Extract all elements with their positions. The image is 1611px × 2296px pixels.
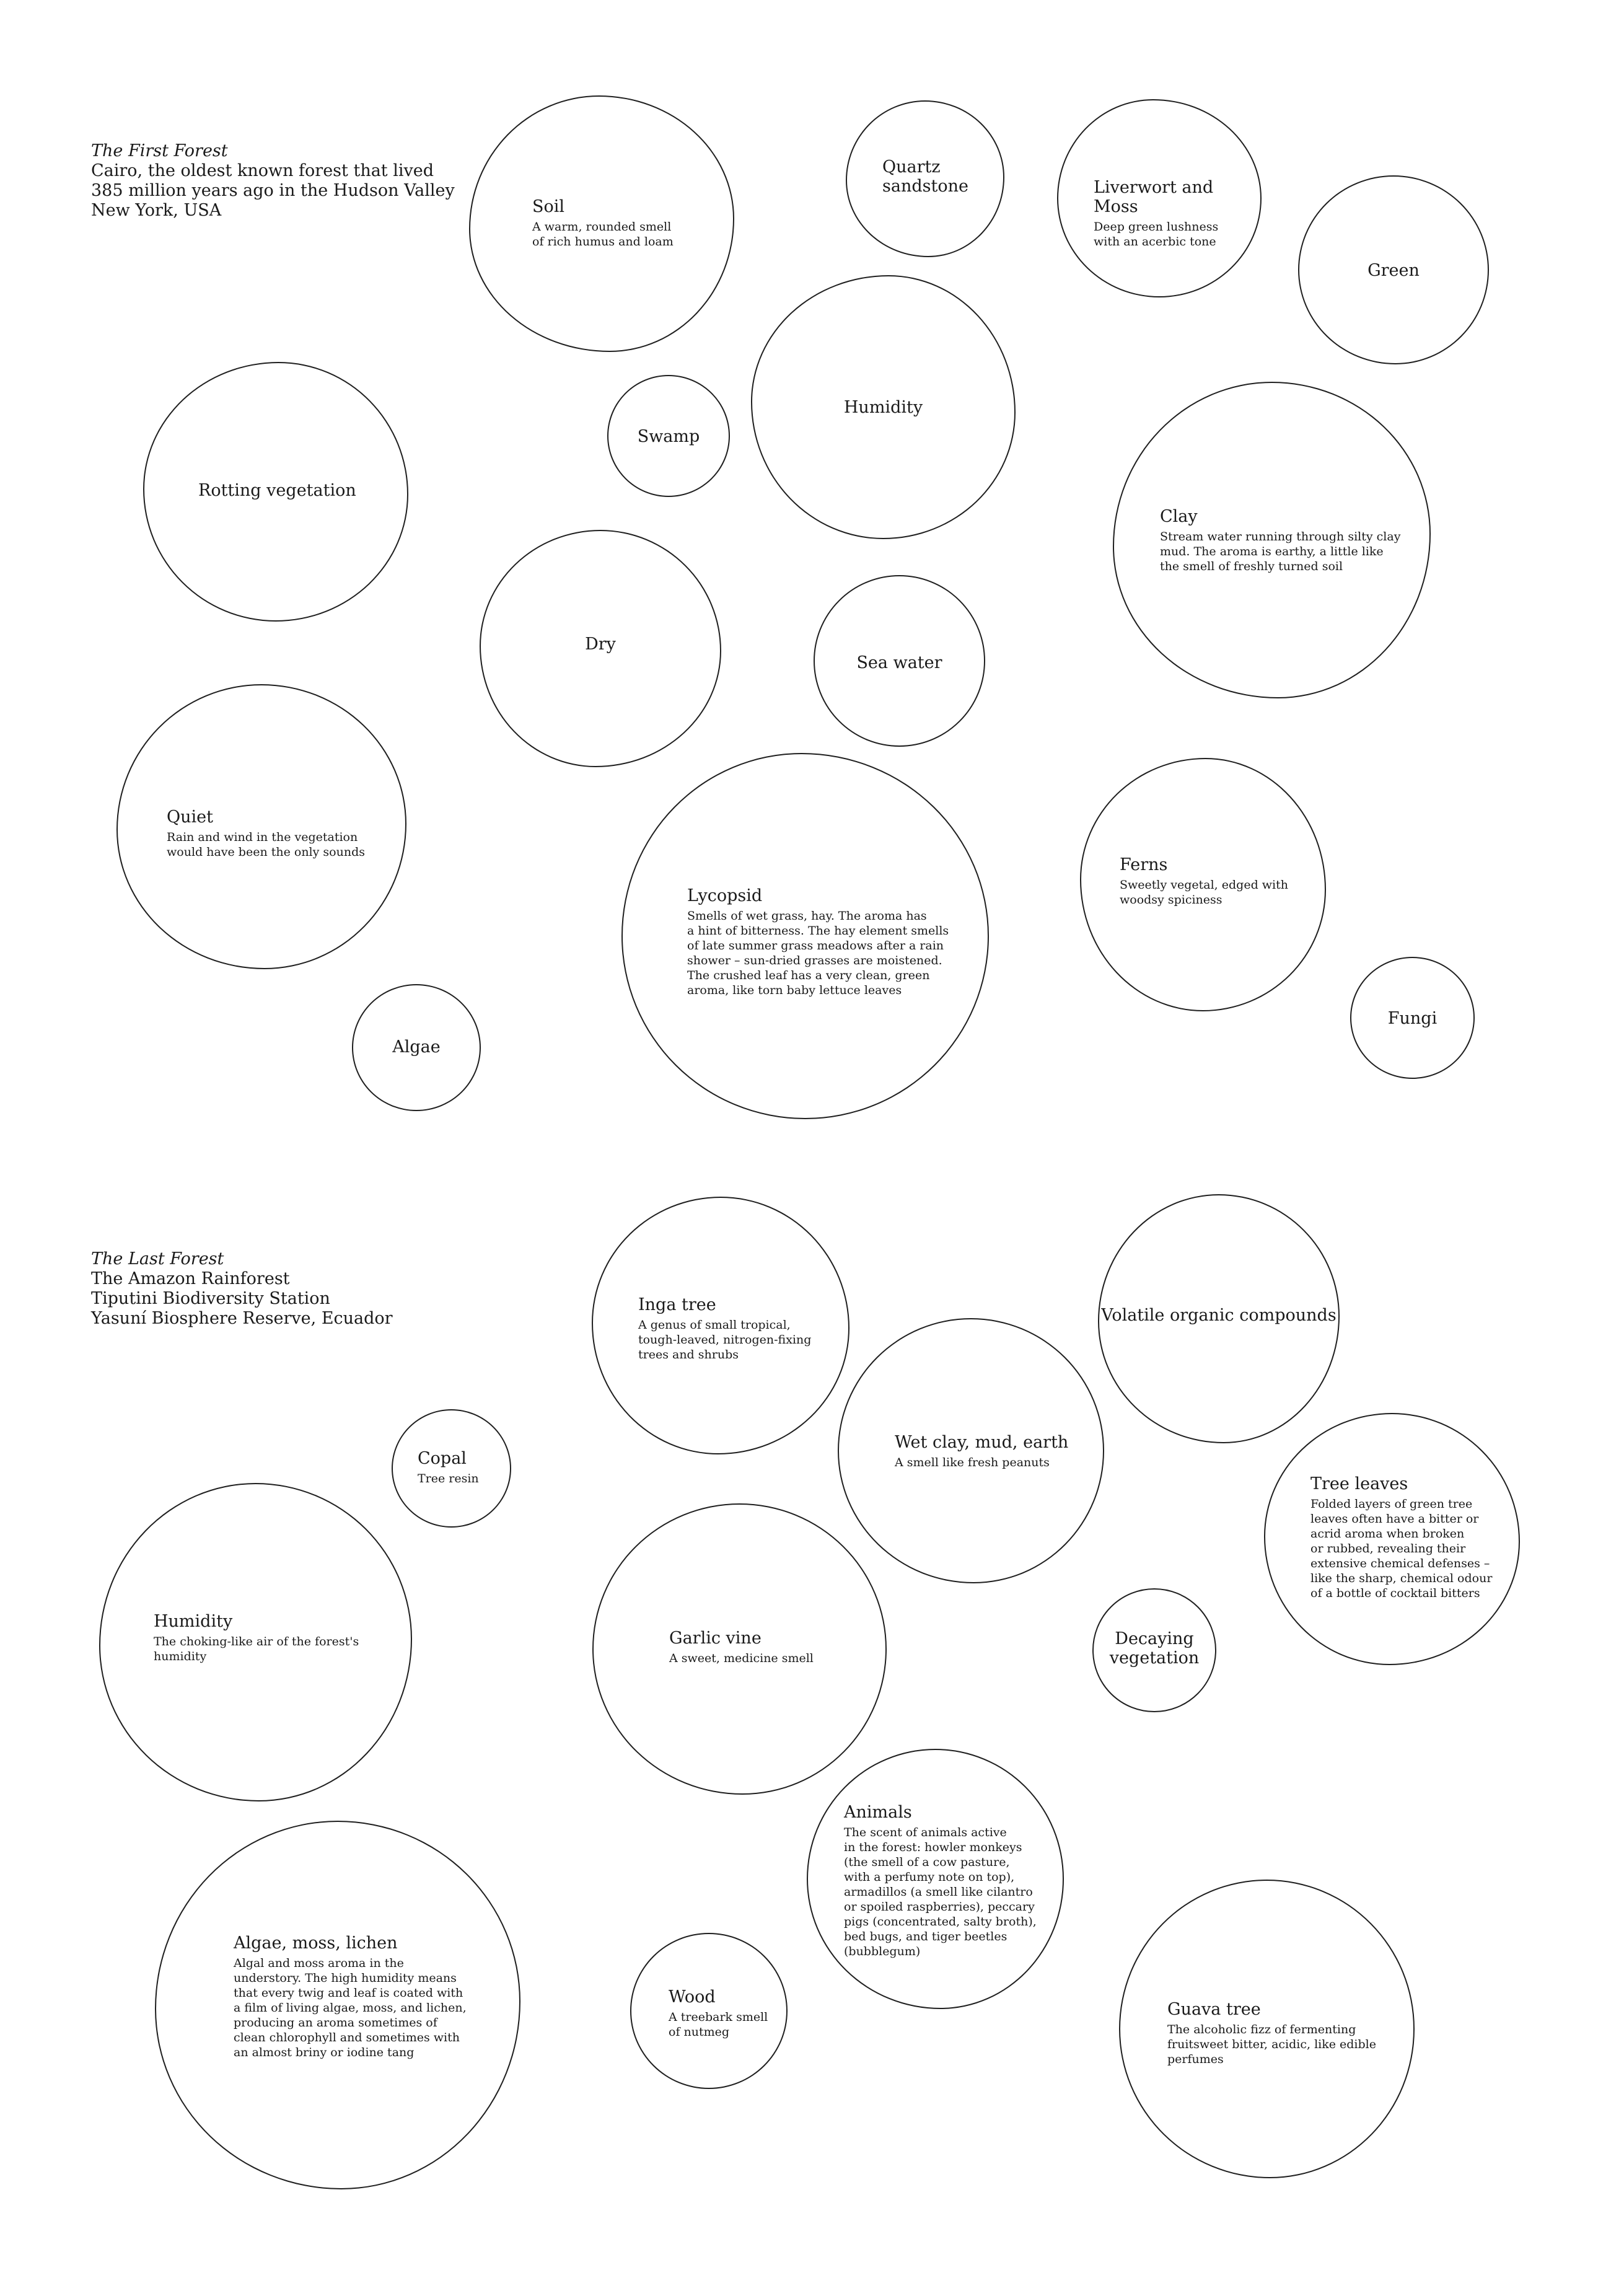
bubble-description: Deep green lushness with an acerbic tone bbox=[1094, 220, 1219, 249]
bubble-description: A sweet, medicine smell bbox=[669, 1652, 814, 1665]
scent-bubble-volatile-organic-compounds bbox=[1098, 1194, 1340, 1443]
scent-bubble-guava-tree bbox=[1119, 1880, 1415, 2178]
bubble-description: The alcoholic fizz of fermenting fruitsweet bitter, acidic, like edible perfumes bbox=[1167, 2023, 1376, 2066]
bubble-description: Stream water running through silty clay mud. The aroma is earthy, a little like the smell of freshly turned soil bbox=[1160, 530, 1401, 573]
scent-bubble-quiet bbox=[116, 684, 406, 969]
scent-bubble-swamp bbox=[607, 375, 730, 497]
last-forest-header bbox=[91, 1249, 393, 1329]
scent-bubble-algae bbox=[352, 984, 481, 1111]
bubble-title: Clay bbox=[1160, 507, 1198, 526]
bubble-title: Lycopsid bbox=[687, 886, 763, 905]
bubble-description: Algal and moss aroma in the understory. The high humidity means that every twig and leaf is coated with a film of living algae, moss, and lichen, producing an aroma sometimes of clean chlorophyll and sometimes with an almost briny or iodine tang bbox=[234, 1956, 467, 2059]
bubble-title: Quiet bbox=[167, 807, 213, 827]
bubble-title: Copal bbox=[418, 1449, 467, 1468]
scent-bubble-decaying-vegetation bbox=[1092, 1588, 1216, 1712]
first-forest-header bbox=[91, 141, 455, 221]
last-forest-line-2: Tiputini Biodiversity Station bbox=[91, 1289, 330, 1308]
bubble-description: A genus of small tropical, tough-leaved, nitrogen-fixing trees and shrubs bbox=[638, 1318, 812, 1361]
bubble-title: Wood bbox=[669, 1987, 716, 2007]
bubble-title: Swamp bbox=[637, 427, 700, 446]
bubble-description: The scent of animals active in the forest: howler monkeys (the smell of a cow pasture, with a perfumy note on top), armadillos (a smell like cilantro or spoiled raspberries), peccary pigs (concentrated, salty broth), bed bugs, and tiger beetles (bubblegum) bbox=[844, 1826, 1037, 1958]
bubble-title: Tree leaves bbox=[1310, 1474, 1408, 1493]
scent-bubble-garlic-vine bbox=[592, 1503, 887, 1795]
first-forest-kicker: The First Forest bbox=[91, 141, 228, 161]
bubble-description: A warm, rounded smell of rich humus and loam bbox=[532, 220, 674, 249]
bubble-title: Algae bbox=[392, 1037, 441, 1057]
last-forest-kicker: The Last Forest bbox=[91, 1249, 224, 1269]
scent-bubble-humidity-last bbox=[99, 1483, 412, 1801]
bubble-title: Rotting vegetation bbox=[198, 481, 356, 500]
bubble-title: Inga tree bbox=[638, 1295, 716, 1314]
scent-bubble-lycopsid bbox=[621, 753, 989, 1119]
bubble-description: A smell like fresh peanuts bbox=[895, 1456, 1050, 1469]
scent-bubble-wood bbox=[630, 1933, 788, 2089]
bubble-title: Humidity bbox=[154, 1612, 233, 1631]
scent-bubble-quartz-sandstone bbox=[846, 100, 1004, 257]
scent-bubble-dry bbox=[480, 530, 721, 767]
bubble-title: Dry bbox=[585, 635, 616, 654]
scent-bubble-sea-water bbox=[814, 575, 985, 747]
bubble-title: Quartz sandstone bbox=[882, 157, 968, 196]
scent-bubble-inga-tree bbox=[592, 1197, 849, 1454]
bubble-description: A treebark smell of nutmeg bbox=[669, 2010, 768, 2039]
scent-bubble-soil bbox=[469, 95, 734, 352]
bubble-title: Algae, moss, lichen bbox=[234, 1933, 398, 1953]
bubble-title: Green bbox=[1367, 261, 1420, 280]
last-forest-line-3: Yasuní Biosphere Reserve, Ecuador bbox=[91, 1309, 393, 1328]
bubble-title: Animals bbox=[844, 1803, 912, 1822]
scent-bubble-humidity-first bbox=[751, 275, 1016, 539]
bubble-description: Rain and wind in the vegetation would have been the only sounds bbox=[167, 830, 365, 859]
first-forest-line-3: New York, USA bbox=[91, 201, 222, 220]
bubble-description: The choking-like air of the forest's humidity bbox=[154, 1635, 359, 1663]
bubble-title: Guava tree bbox=[1167, 2000, 1261, 2019]
bubble-title: Humidity bbox=[843, 398, 923, 417]
scent-bubble-liverwort-and-moss bbox=[1057, 99, 1262, 297]
bubble-title: Volatile organic compounds bbox=[1101, 1306, 1337, 1325]
scent-bubble-animals bbox=[807, 1749, 1064, 2009]
bubble-description: Tree resin bbox=[418, 1472, 479, 1485]
bubble-description: Sweetly vegetal, edged with woodsy spiciness bbox=[1120, 878, 1288, 907]
bubble-description: Folded layers of green tree leaves often have a bitter or acrid aroma when broken or rubbed, revealing their extensive chemical defenses – like the sharp, chemical odour of a bottle of cocktail bitters bbox=[1310, 1497, 1493, 1600]
scent-bubble-copal bbox=[392, 1409, 511, 1528]
bubble-title: Liverwort and Moss bbox=[1094, 178, 1214, 216]
scent-bubble-fungi bbox=[1350, 957, 1475, 1079]
bubble-title: Fungi bbox=[1387, 1009, 1438, 1028]
bubble-title: Sea water bbox=[856, 653, 942, 672]
first-forest-line-2: 385 million years ago in the Hudson Valley bbox=[91, 181, 455, 200]
scent-bubble-ferns bbox=[1080, 758, 1326, 1011]
scent-bubble-algae-moss-lichen bbox=[155, 1821, 520, 2189]
bubble-title: Ferns bbox=[1120, 855, 1168, 874]
last-forest-line-1: The Amazon Rainforest bbox=[91, 1269, 290, 1288]
scent-bubble-tree-leaves bbox=[1264, 1413, 1520, 1665]
bubble-title: Soil bbox=[532, 197, 565, 216]
scent-bubble-wet-clay-mud-earth bbox=[838, 1318, 1104, 1583]
first-forest-line-1: Cairo, the oldest known forest that lived bbox=[91, 161, 434, 180]
bubble-title: Decaying vegetation bbox=[1109, 1629, 1200, 1668]
scent-bubble-clay bbox=[1113, 382, 1431, 698]
bubble-description: Smells of wet grass, hay. The aroma has a hint of bitterness. The hay element smells of late summer grass meadows after a rain shower – sun-dried grasses are moistened. The crushed leaf has a very clean, green aroma, like torn baby lettuce leaves bbox=[687, 909, 949, 997]
scent-bubble-rotting-vegetation bbox=[143, 362, 408, 622]
bubble-title: Wet clay, mud, earth bbox=[895, 1433, 1069, 1452]
bubble-title: Garlic vine bbox=[669, 1629, 762, 1648]
scent-bubble-green bbox=[1298, 175, 1489, 364]
